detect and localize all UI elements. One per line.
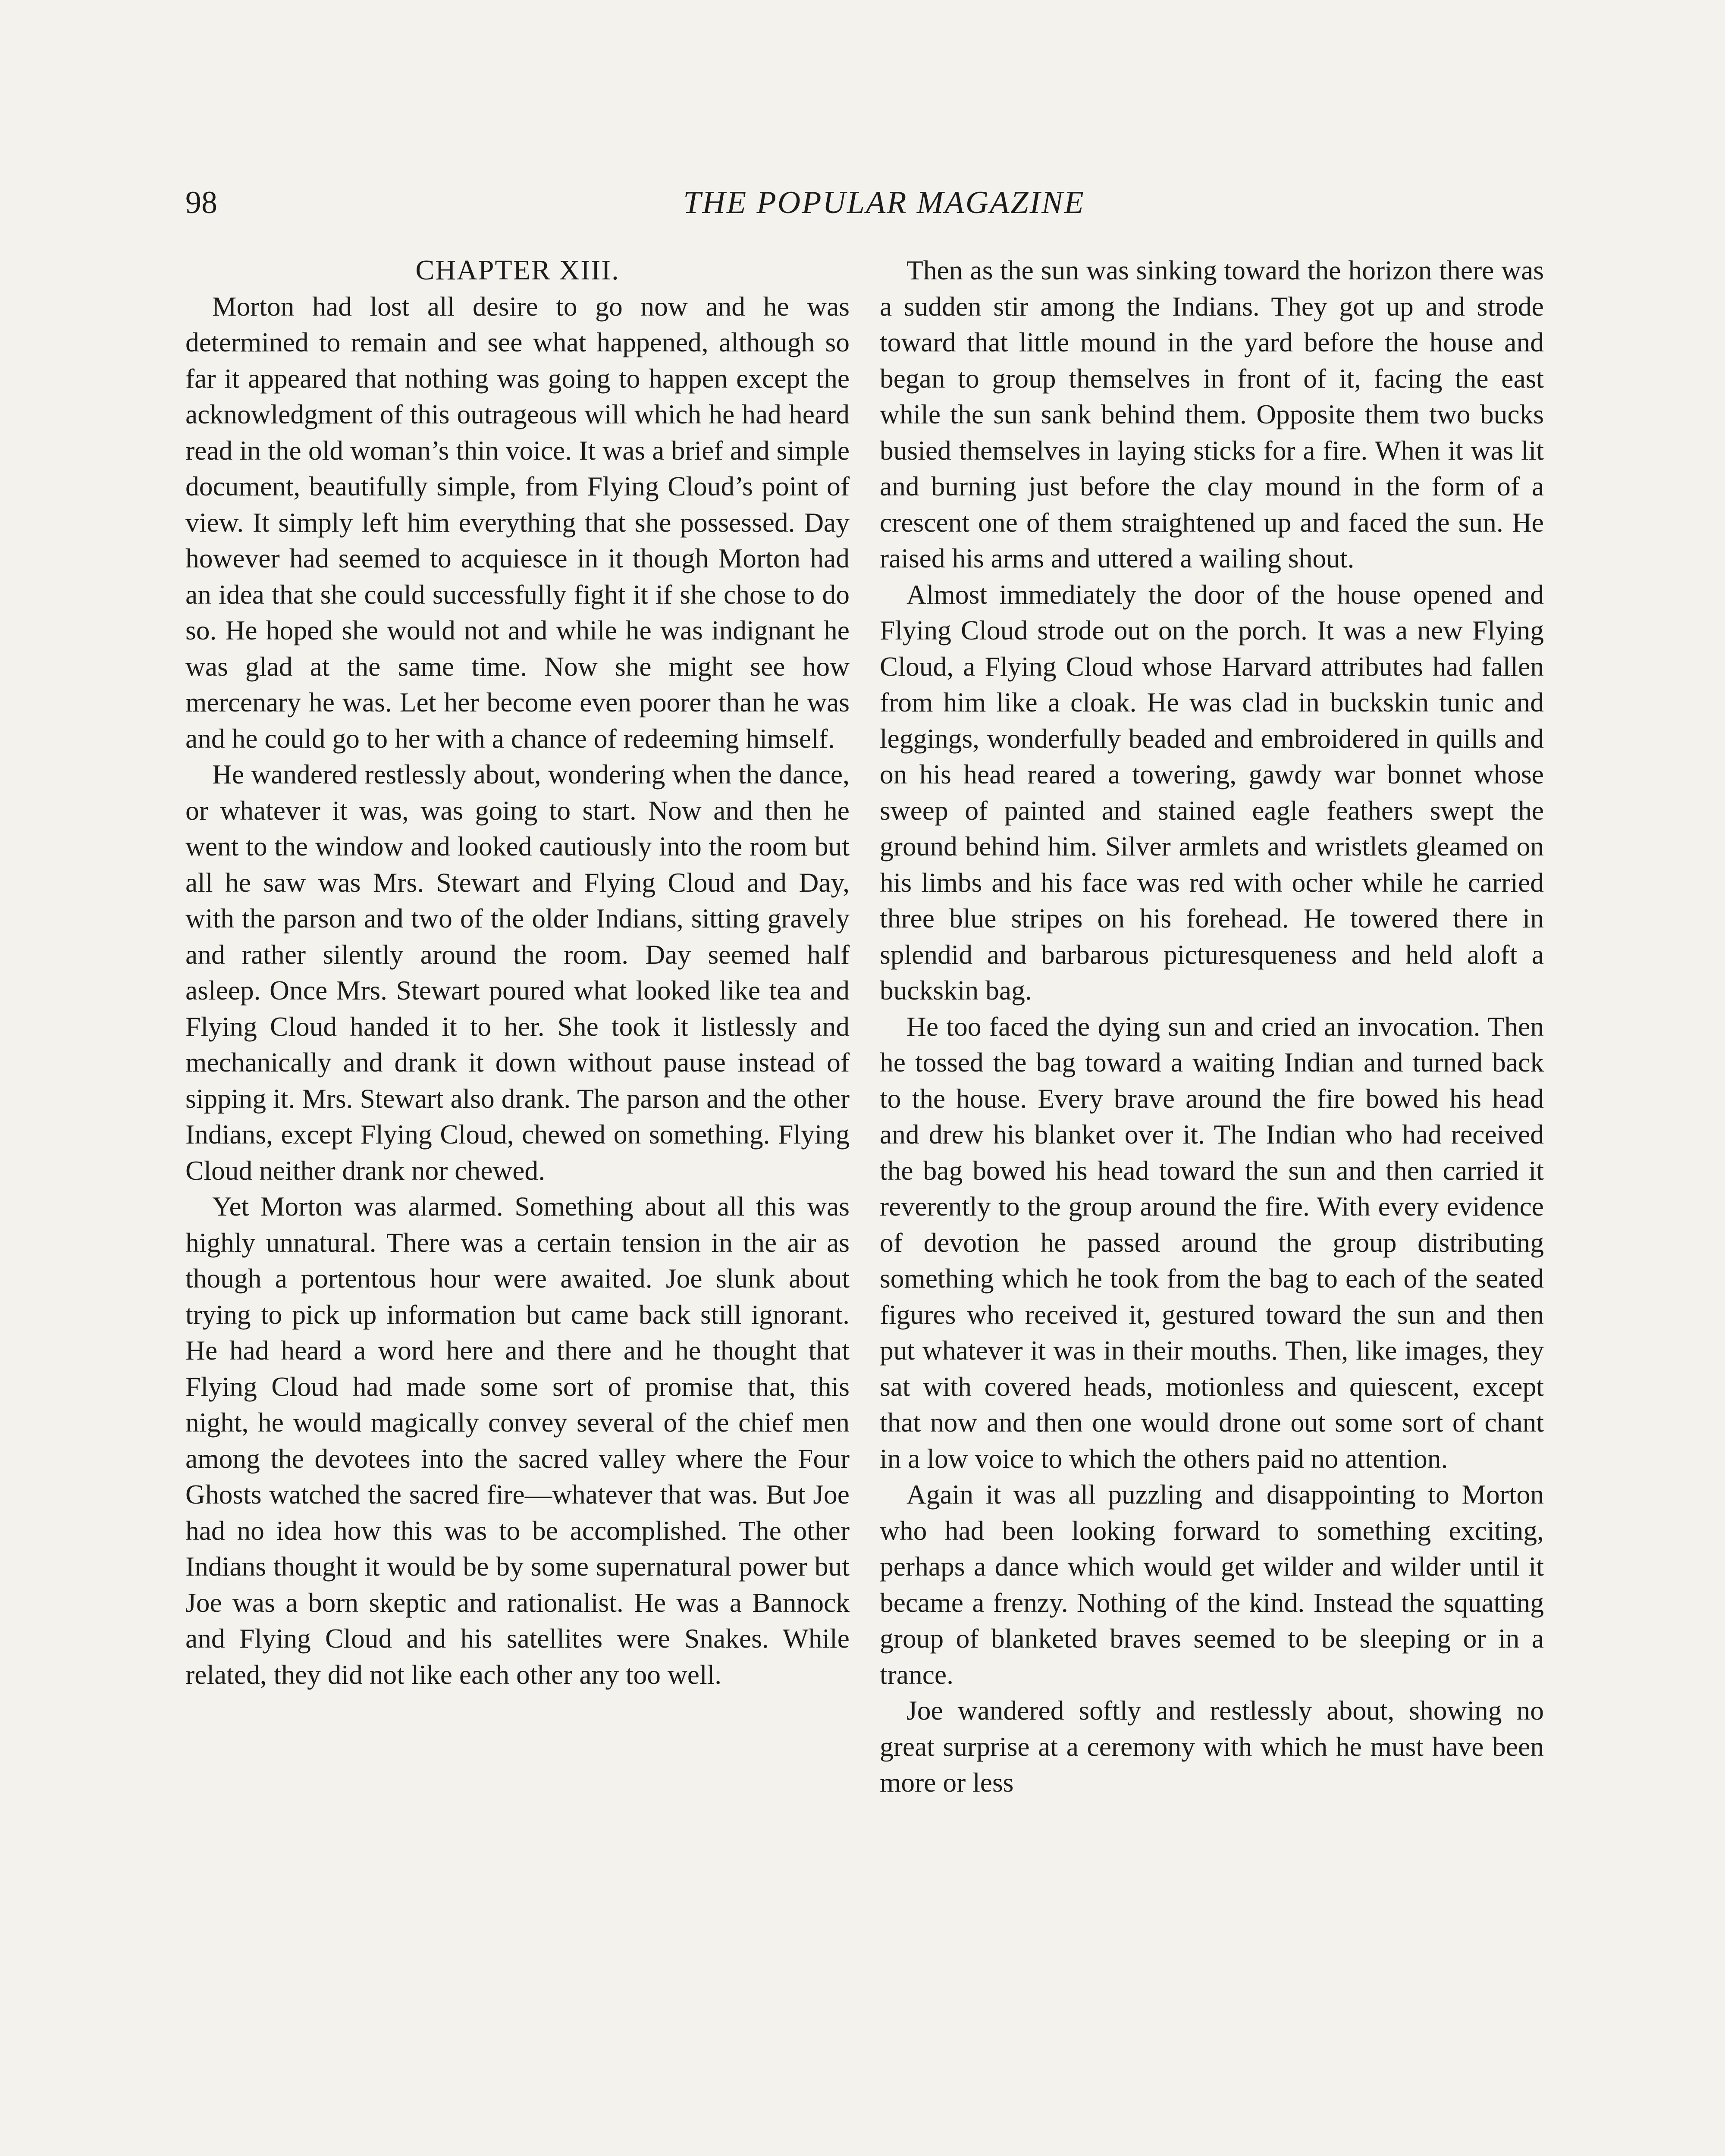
paragraph: He too faced the dying sun and cried an invocation. Then he tossed the bag toward a waiting Indian and turned back to the house. Every brave around the fire bowed his head and drew his blanket over it. The Indian who had received the bag bowed his head toward the sun and then carried it reverently to the group around the fire. With every evidence of devotion he passed around the group distributing something which he took from the bag to each of the seated figures who received it, gestured toward the sun and then put whatever it was in their mouths. Then, like images, they sat with covered heads, motionless and quiescent, except that now and then one would drone out some sort of chant in a low voice to which the others paid no attention. [880, 1011, 1544, 1474]
left-column [185, 252, 850, 1692]
magazine-title: THE POPULAR MAGAZINE [683, 185, 1085, 220]
paragraph: Almost immediately the door of the house opened and Flying Cloud strode out on the porch. It was a new Flying Cloud, a Flying Cloud whose Harvard attributes had fallen from him like a cloak. He was clad in buckskin tunic and leggings, wonderfully beaded and embroidered in quills and on his head reared a towering, gawdy war bonnet whose sweep of painted and stained eagle feathers swept the ground behind him. Silver armlets and wristlets gleamed on his limbs and his face was red with ocher while he carried three blue stripes on his forehead. He towered there in splendid and barbarous picturesqueness and held aloft a buckskin bag. [880, 579, 1544, 1006]
paragraph: Morton had lost all desire to go now and he was determined to remain and see what happened, although so far it appeared that nothing was going to happen except the acknowledgment of this outrageous will which he had heard read in the old woman’s thin voice. It was a brief and simple document, beautifully simple, from Flying Cloud’s point of view. It simply left him everything that she possessed. Day however had seemed to acquiesce in it though Morton had an idea that she could successfully fight it if she chose to do so. He hoped she would not and while he was indignant he was glad at the same time. Now she might see how mercenary he was. Let her become even poorer than he was and he could go to her with a chance of redeeming himself. [185, 291, 850, 754]
paragraph: Joe wandered softly and restlessly about, showing no great surprise at a ceremony with which he must have been more or less [880, 1695, 1544, 1798]
right-column [880, 252, 1544, 1801]
paragraph: He wandered restlessly about, wondering when the dance, or whatever it was, was going to start. Now and then he went to the window and looked cautiously into the room but all he saw was Mrs. Stewart and Flying Cloud and Day, with the parson and two of the older Indians, sitting gravely and rather silently around the room. Day seemed half asleep. Once Mrs. Stewart poured what looked like tea and Flying Cloud handed it to her. She took it listlessly and mechanically and drank it down without pause instead of sipping it. Mrs. Stewart also drank. The parson and the other Indians, except Flying Cloud, chewed on something. Flying Cloud neither drank nor chewed. [185, 759, 850, 1186]
paragraph: Again it was all puzzling and disappointing to Morton who had been looking forward to something exciting, perhaps a dance which would get wilder and wilder until it became a frenzy. Nothing of the kind. Instead the squatting group of blanketed braves seemed to be sleeping or in a trance. [880, 1479, 1544, 1690]
paragraph: Then as the sun was sinking toward the horizon there was a sudden stir among the Indians. They got up and strode toward that little mound in the yard before the house and began to group themselves in front of it, facing the east while the sun sank behind them. Opposite them two bucks busied themselves in laying sticks for a fire. When it was lit and burning just before the clay mound in the form of a crescent one of them straightened up and faced the sun. He raised his arms and uttered a wailing shout. [880, 255, 1544, 573]
paragraph: Yet Morton was alarmed. Something about all this was highly unnatural. There was a certain tension in the air as though a portentous hour were awaited. Joe slunk about trying to pick up information but came back still ignorant. He had heard a word here and there and he thought that Flying Cloud had made some sort of promise that, this night, he would magically convey several of the chief men among the devotees into the sacred valley where the Four Ghosts watched the sacred fire—whatever that was. But Joe had no idea how this was to be accomplished. The other Indians thought it would be by some supernatural power but Joe was a born skeptic and rationalist. He was a Bannock and Flying Cloud and his satellites were Snakes. While related, they did not like each other any too well. [185, 1191, 850, 1690]
page-number: 98 [185, 185, 217, 220]
page-header [185, 175, 1583, 231]
chapter-heading: CHAPTER XIII. [415, 254, 620, 286]
